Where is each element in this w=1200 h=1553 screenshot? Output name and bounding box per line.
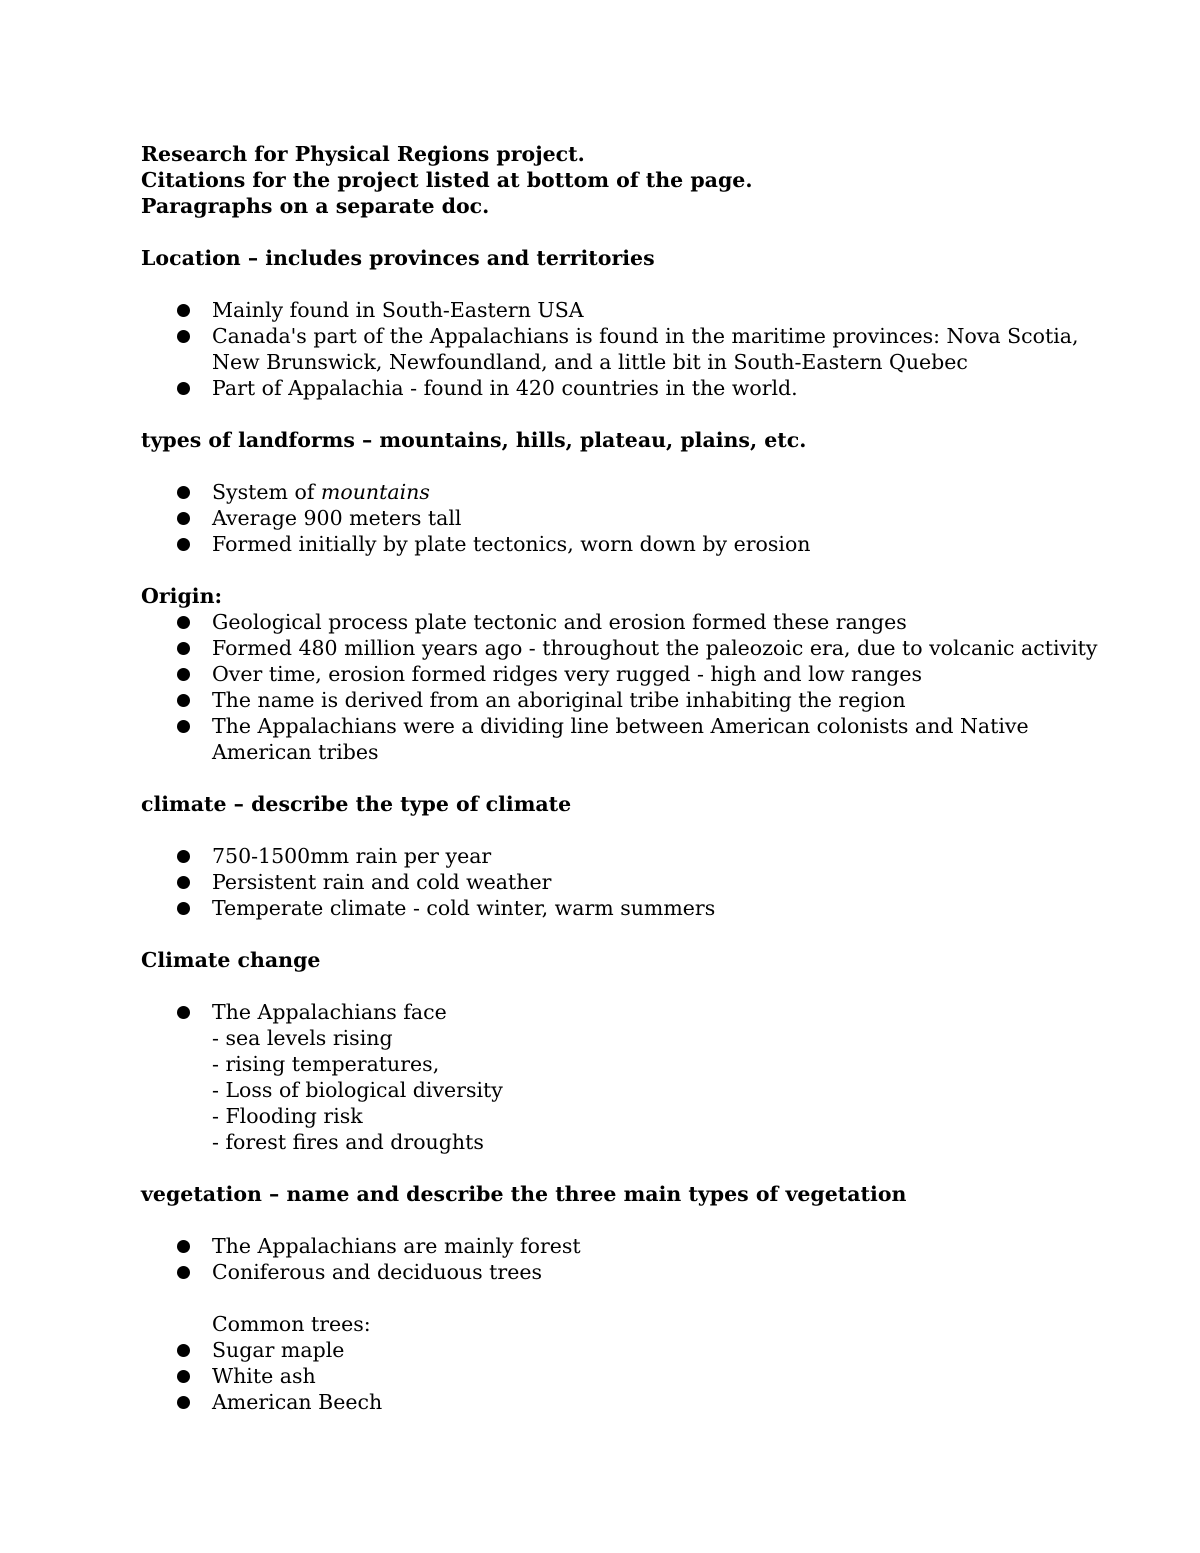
- bullet-icon: [177, 616, 190, 629]
- bullet-icon: [177, 1240, 190, 1253]
- document-content: [141, 141, 1101, 1415]
- common-trees-label: Common trees:: [212, 1312, 371, 1336]
- bullet-icon: [177, 902, 190, 915]
- landforms-list: [141, 479, 1101, 557]
- bullet-icon: [177, 876, 190, 889]
- list-item: System of mountains: [141, 479, 1101, 505]
- bullet-icon: [177, 512, 190, 525]
- section-title-climate-change: Climate change: [141, 948, 321, 972]
- section-title-location: Location – includes provinces and territories: [141, 246, 655, 270]
- sub-line: - rising temperatures,: [212, 1052, 440, 1076]
- list-item: Average 900 meters tall: [141, 505, 1101, 531]
- header-line-2: Citations for the project listed at bottom of the page.: [141, 168, 753, 192]
- list-item: Part of Appalachia - found in 420 countries in the world.: [141, 375, 1101, 401]
- italic-text: mountains: [320, 480, 430, 504]
- list-item: Canada's part of the Appalachians is found in the maritime provinces: Nova Scotia, New Brunswick, Newfoundland, and a little bit in South-Eastern Quebec: [141, 323, 1101, 375]
- bullet-icon: [177, 694, 190, 707]
- section-title-vegetation: vegetation – name and describe the three main types of vegetation: [141, 1182, 907, 1206]
- sub-line: - Flooding risk: [212, 1104, 363, 1128]
- list-item: The Appalachians were a dividing line between American colonists and Native American tribes: [141, 713, 1101, 765]
- bullet-icon: [177, 1344, 190, 1357]
- sub-line: - Loss of biological diversity: [212, 1078, 503, 1102]
- list-item: White ash: [141, 1363, 1101, 1389]
- list-item: Temperate climate - cold winter, warm summers: [141, 895, 1101, 921]
- list-item: The Appalachians are mainly forest: [141, 1233, 1101, 1259]
- bullet-icon: [177, 668, 190, 681]
- list-item: Formed initially by plate tectonics, worn down by erosion: [141, 531, 1101, 557]
- list-item: 750-1500mm rain per year: [141, 843, 1101, 869]
- bullet-icon: [177, 1266, 190, 1279]
- climate-change-list: [141, 999, 1101, 1025]
- list-item: Mainly found in South-Eastern USA: [141, 297, 1101, 323]
- bullet-icon: [177, 1396, 190, 1409]
- header-line-1: Research for Physical Regions project.: [141, 142, 585, 166]
- bullet-icon: [177, 720, 190, 733]
- bullet-icon: [177, 1370, 190, 1383]
- sub-line: - forest fires and droughts: [212, 1130, 484, 1154]
- list-item: Geological process plate tectonic and erosion formed these ranges: [141, 609, 1101, 635]
- list-item: Formed 480 million years ago - throughout the paleozoic era, due to volcanic activity: [141, 635, 1101, 661]
- bullet-icon: [177, 1006, 190, 1019]
- bullet-icon: [177, 304, 190, 317]
- list-item: Coniferous and deciduous trees: [141, 1259, 1101, 1285]
- list-item: Over time, erosion formed ridges very rugged - high and low ranges: [141, 661, 1101, 687]
- bullet-icon: [177, 850, 190, 863]
- bullet-icon: [177, 330, 190, 343]
- list-item: The name is derived from an aboriginal tribe inhabiting the region: [141, 687, 1101, 713]
- list-item: Sugar maple: [141, 1337, 1101, 1363]
- climate-list: [141, 843, 1101, 921]
- list-item: American Beech: [141, 1389, 1101, 1415]
- bullet-icon: [177, 538, 190, 551]
- sub-line: - sea levels rising: [212, 1026, 393, 1050]
- list-item: Persistent rain and cold weather: [141, 869, 1101, 895]
- bullet-icon: [177, 382, 190, 395]
- vegetation-list: [141, 1233, 1101, 1285]
- bullet-icon: [177, 642, 190, 655]
- header-line-3: Paragraphs on a separate doc.: [141, 194, 490, 218]
- section-title-origin: Origin:: [141, 584, 223, 608]
- climate-change-sublines: [141, 1025, 1101, 1155]
- trees-list: [141, 1337, 1101, 1415]
- bullet-icon: [177, 486, 190, 499]
- origin-list: [141, 609, 1101, 765]
- section-title-climate: climate – describe the type of climate: [141, 792, 572, 816]
- section-title-landforms: types of landforms – mountains, hills, plateau, plains, etc.: [141, 428, 807, 452]
- location-list: [141, 297, 1101, 401]
- list-item: The Appalachians face: [141, 999, 1101, 1025]
